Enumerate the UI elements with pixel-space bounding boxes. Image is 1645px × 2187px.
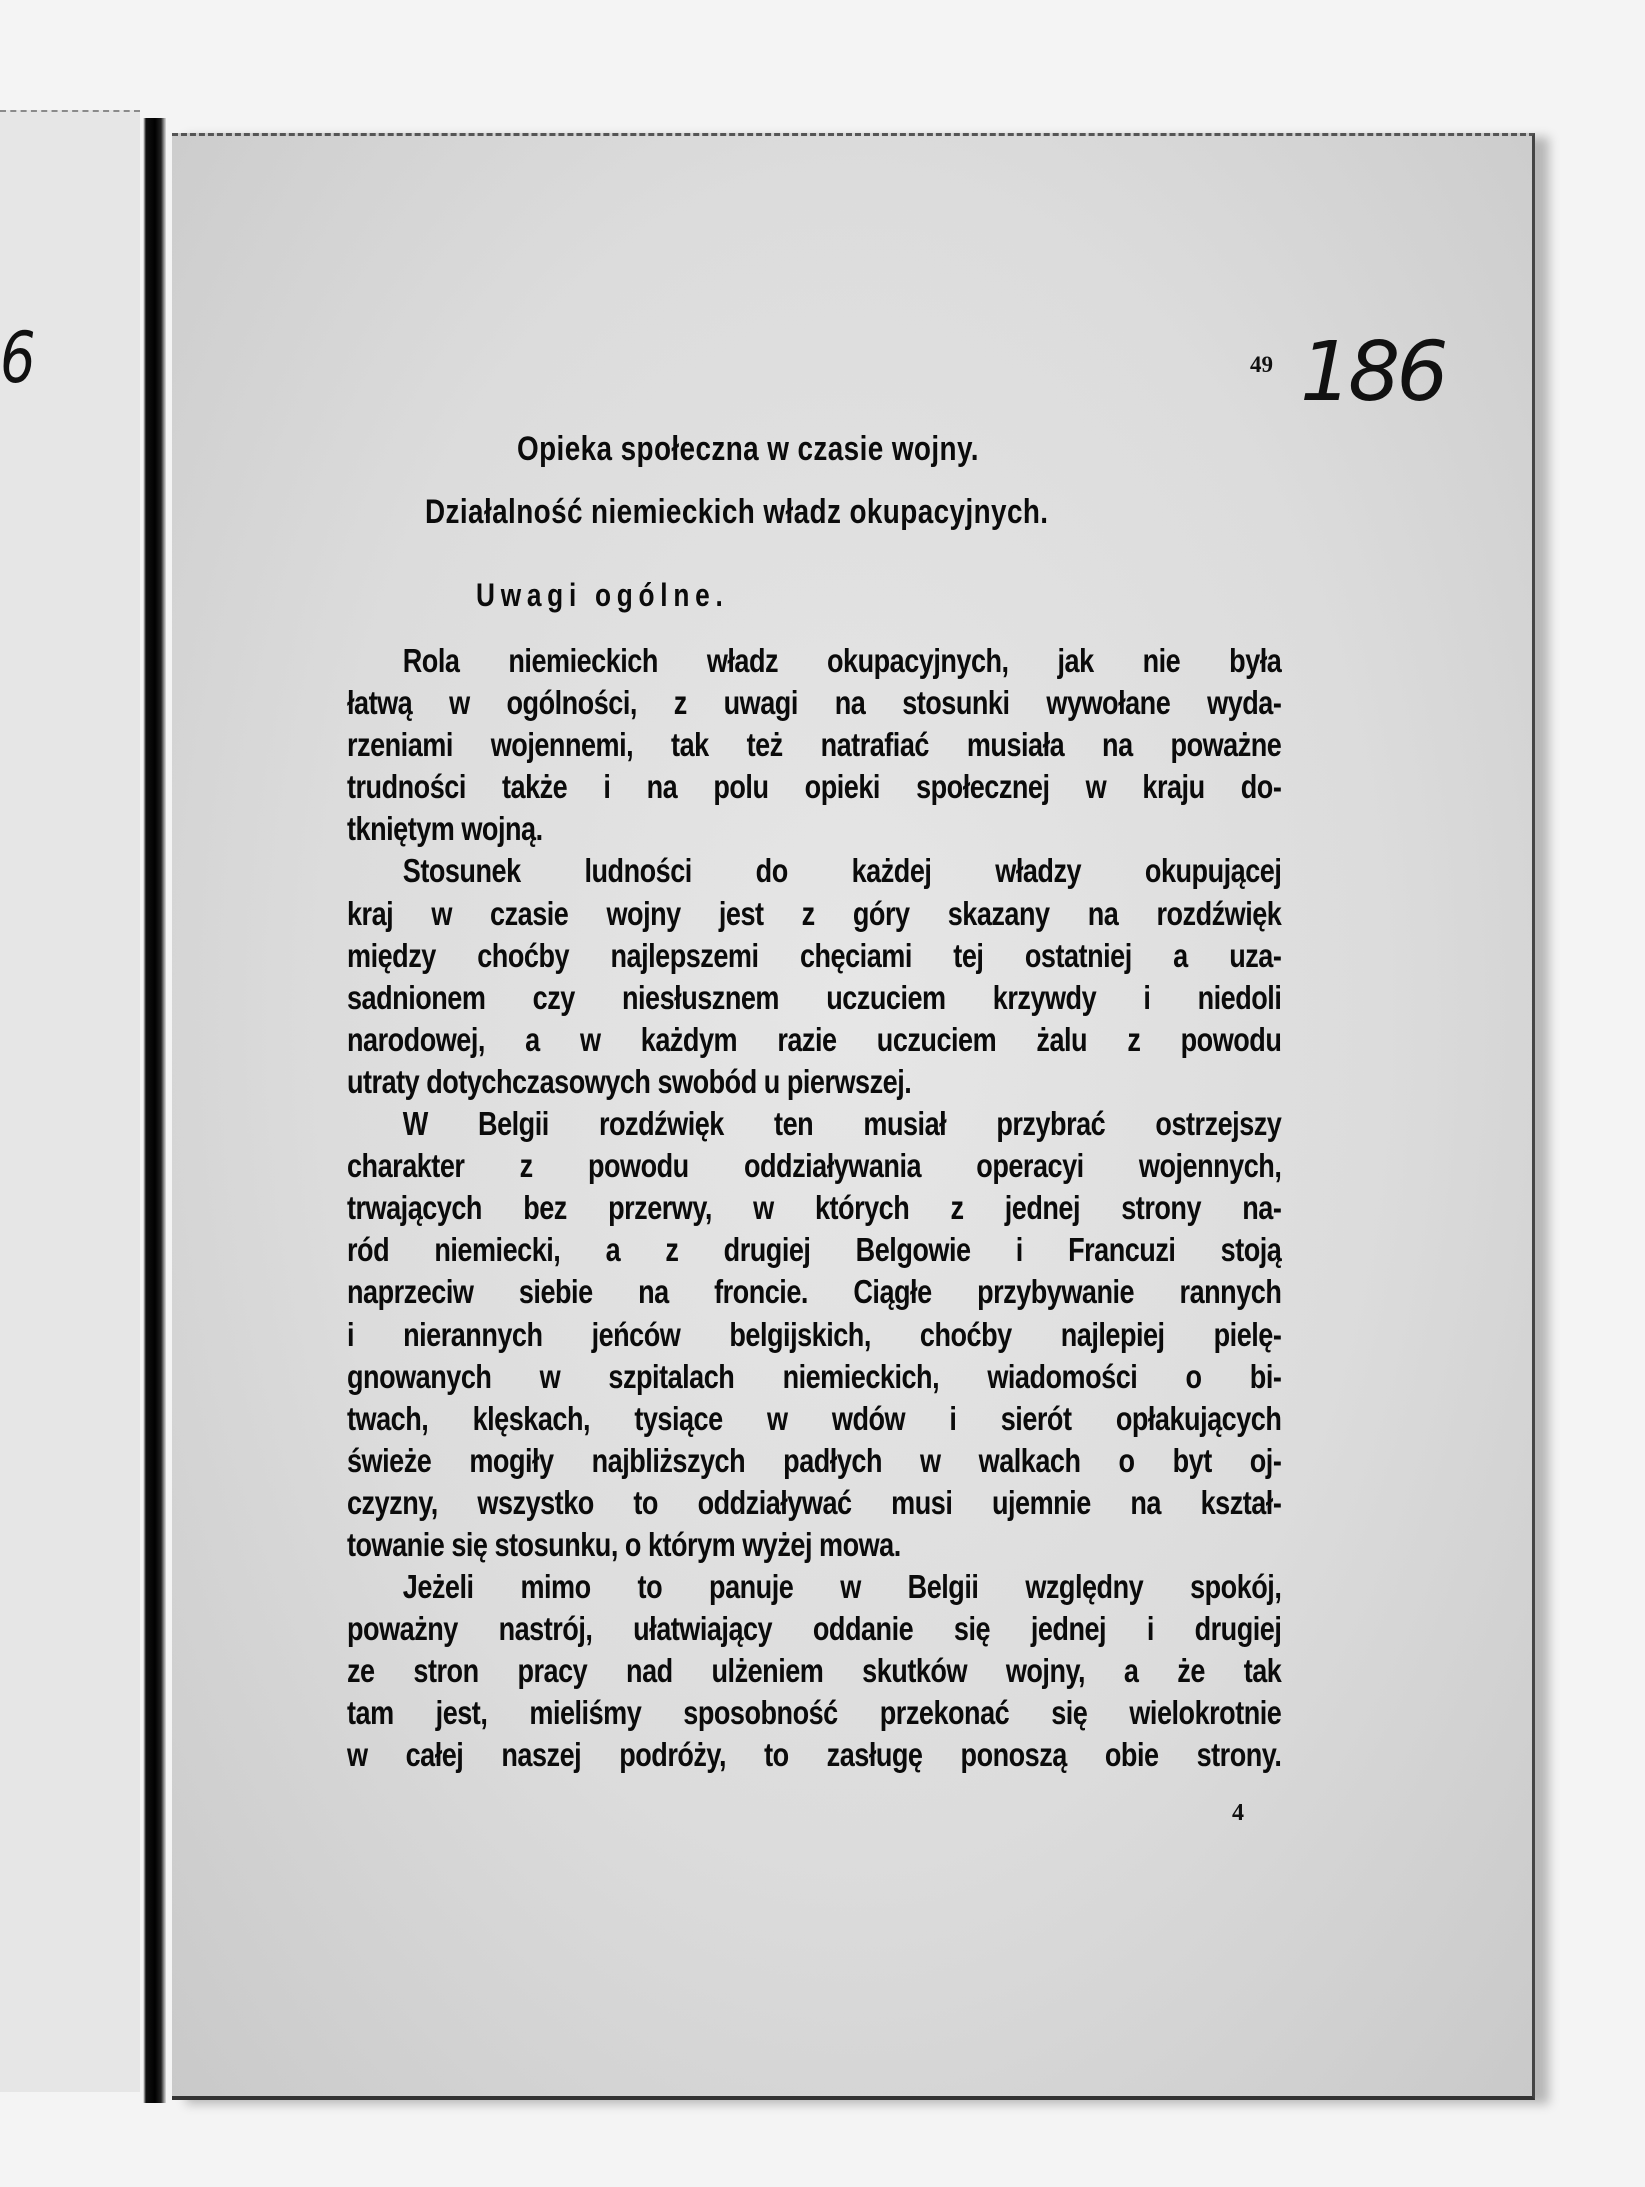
body-text [347,640,1281,1777]
text-line-content: narodowej, a w każdym razie uczuciem żalu z powodu [347,1020,1282,1058]
text-line-content: naprzeciw siebie na froncie. Ciągłe przybywanie rannych [347,1273,1282,1311]
text-line-content: w całej naszej podróży, to zasługę ponoszą obie strony. [347,1736,1282,1774]
text-line [347,1398,1281,1440]
text-line-content: rzeniami wojennemi, tak też natrafiać musiała na poważne [347,726,1282,764]
previous-page-handwritten-mark: 6 [0,317,36,399]
text-line-content: poważny nastrój, ułatwiający oddanie się jednej i drugiej [347,1610,1282,1648]
document-title-line-1: Opieka społeczna w czasie wojny. [517,430,979,468]
book-spine [143,118,166,2103]
text-line [347,1482,1281,1524]
text-line-content: gnowanych w szpitalach niemieckich, wiadomości o bi- [347,1357,1282,1395]
text-line [347,935,1281,977]
text-line-content: i nierannych jeńców belgijskich, choćby najlepiej pielę- [347,1315,1282,1353]
text-line-content: między choćby najlepszemi chęciami tej ostatniej a uza- [347,936,1282,974]
text-line [347,1271,1281,1313]
text-line [347,1145,1281,1187]
handwritten-archive-number: 186 [1300,325,1445,420]
text-line [347,1356,1281,1398]
text-line-content: trwających bez przerwy, w których z jednej strony na- [347,1189,1282,1227]
text-line-content: Stosunek ludności do każdej władzy okupującej [402,852,1282,890]
text-line-content: ze stron pracy nad ulżeniem skutków wojny, a że tak [347,1652,1282,1690]
text-line-content: Jeżeli mimo to panuje w Belgii względny spokój, [402,1568,1282,1606]
text-line-content: świeże mogiły najbliższych padłych w walkach o byt oj- [347,1441,1282,1479]
text-line-content: utraty dotychczasowych swobód u pierwszej. [347,1062,912,1100]
text-line-content: towanie się stosunku, o którym wyżej mowa. [347,1525,901,1563]
text-line [347,682,1281,724]
printer-signature-mark: 4 [1232,1800,1244,1826]
text-line [347,977,1281,1019]
text-line-content: W Belgii rozdźwięk ten musiał przybrać ostrzejszy [402,1105,1282,1143]
text-line [347,808,1281,850]
text-line-content: charakter z powodu oddziaływania operacyi wojennych, [347,1147,1282,1185]
text-line [347,640,1281,682]
text-line-content: tam jest, mieliśmy sposobność przekonać się wielokrotnie [347,1694,1282,1732]
text-line-content: Rola niemieckich władz okupacyjnych, jak nie była [402,642,1282,679]
text-line [347,1608,1281,1650]
text-line-content: czyzny, wszystko to oddziaływać musi ujemnie na kształ- [347,1483,1282,1521]
document-title-line-2: Działalność niemieckich władz okupacyjnych. [425,493,1049,531]
text-line-content: ród niemiecki, a z drugiej Belgowie i Francuzi stoją [347,1231,1282,1269]
text-line-content: twach, klęskach, tysiące w wdów i sierót opłakujących [347,1399,1282,1437]
text-line-content: łatwą w ogólności, z uwagi na stosunki wywołane wyda- [347,684,1282,722]
text-line [347,1692,1281,1734]
text-line-content: trudności także i na polu opieki społecznej w kraju do- [347,768,1282,806]
text-line [347,1440,1281,1482]
text-line-content: tkniętym wojną. [347,810,543,848]
section-heading: Uwagi ogólne. [476,577,729,613]
text-line [347,724,1281,766]
text-line [347,766,1281,808]
text-line [347,1019,1281,1061]
text-line [347,1061,1281,1103]
text-line [347,1229,1281,1271]
text-line [347,1524,1281,1566]
text-line-content: kraj w czasie wojny jest z góry skazany na rozdźwięk [347,894,1282,932]
printed-page-number: 49 [1250,352,1273,377]
text-line [347,893,1281,935]
text-line [347,1103,1281,1145]
text-line [347,1566,1281,1608]
text-line [347,1187,1281,1229]
text-line [347,850,1281,892]
text-line [347,1650,1281,1692]
text-line [347,1314,1281,1356]
text-line-content: sadnionem czy niesłusznem uczuciem krzywdy i niedoli [347,978,1282,1016]
text-line [347,1734,1281,1776]
previous-page-edge [0,110,140,2092]
